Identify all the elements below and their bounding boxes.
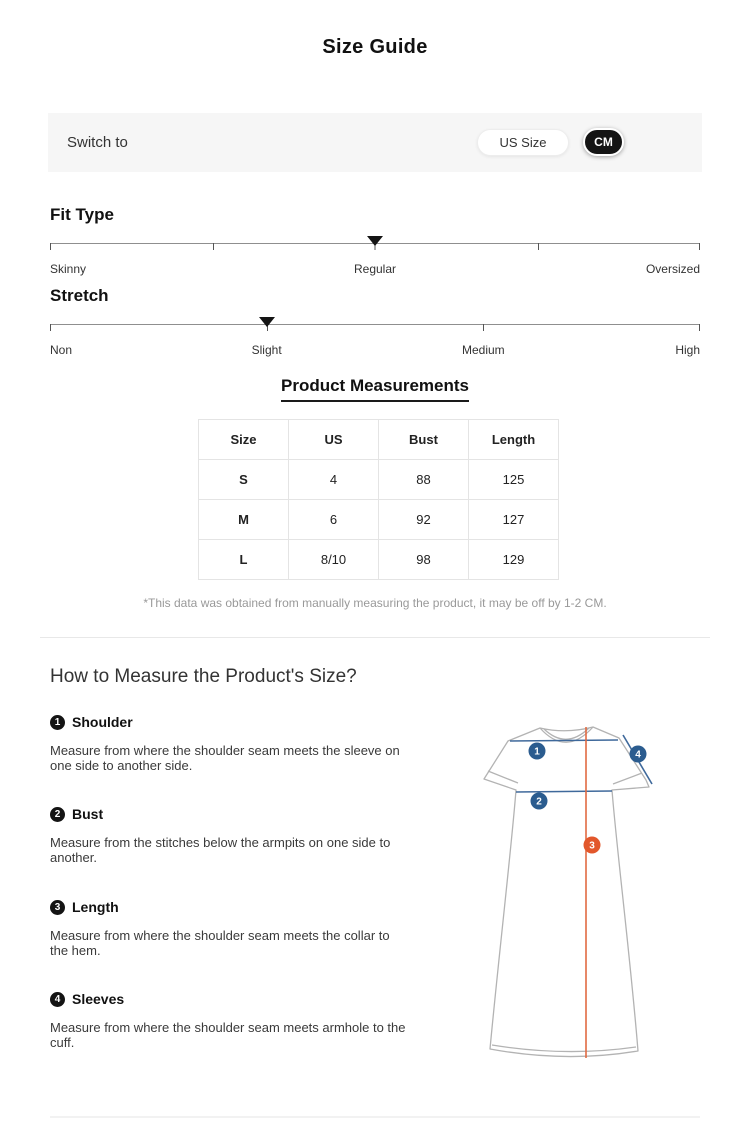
diagram-badge-4-number: 4 [635,749,641,761]
measure-item-desc: Measure from where the shoulder seam meets the collar to the hem. [50,928,390,958]
slider-tick [699,324,700,331]
cell-size: M [199,500,289,540]
fit-label-skinny: Skinny [50,262,87,276]
col-header-length: Length [469,420,559,460]
measurements-table [198,419,559,580]
fit-label-regular: Regular [353,262,397,276]
col-header-bust: Bust [379,420,469,460]
dress-outline [484,727,649,1057]
size-system-button[interactable]: US Size [477,129,569,156]
number-badge-1: 1 [50,715,65,730]
how-to-measure-heading: How to Measure the Product's Size? [50,666,357,687]
col-header-us: US [289,420,379,460]
number-badge-3: 3 [50,900,65,915]
cell-size: S [199,460,289,500]
fit-type-labels [50,262,700,277]
measure-item-label: Length [72,899,119,915]
product-measurements-heading-wrap [0,376,750,402]
shoulder-measure-line [510,740,618,741]
measure-item-length [50,899,406,958]
stretch-label-non: Non [50,343,73,357]
measure-item-desc: Measure from the stitches below the armpits on one side to another. [50,835,391,865]
cell-length: 127 [469,500,559,540]
table-header-row [199,420,559,460]
product-measurements-heading: Product Measurements [281,376,469,402]
diagram-badge-2-number: 2 [536,796,542,808]
stretch-slider [50,324,700,336]
bottom-divider [50,1116,700,1118]
slider-tick [699,243,700,250]
cell-length: 129 [469,540,559,580]
number-badge-2: 2 [50,807,65,822]
cell-us: 8/10 [289,540,379,580]
slider-track [50,324,700,325]
cell-bust: 98 [379,540,469,580]
cell-bust: 92 [379,500,469,540]
measure-item-bust [50,806,406,865]
switch-to-label: Switch to [67,134,128,151]
fit-type-heading: Fit Type [50,205,114,224]
col-header-size: Size [199,420,289,460]
measure-item-label: Sleeves [72,991,125,1007]
page-title: Size Guide [322,36,428,58]
stretch-heading: Stretch [50,286,109,305]
slider-tick [50,243,51,250]
cell-size: L [199,540,289,580]
stretch-label-slight: Slight [251,343,282,357]
diagram-badge-1-number: 1 [534,746,540,758]
switch-bar [48,113,702,172]
measurement-note: *This data was obtained from manually measuring the product, it may be off by 1-2 CM. [143,596,607,610]
cell-us: 4 [289,460,379,500]
table-row [199,460,559,500]
number-badge-4: 4 [50,992,65,1007]
fit-type-slider [50,243,700,255]
measure-item-desc: Measure from where the shoulder seam meets armhole to the cuff. [50,1020,406,1050]
cell-length: 125 [469,460,559,500]
slider-tick [50,324,51,331]
fit-type-marker [367,236,383,246]
bust-measure-line [516,791,612,792]
measure-item-shoulder [50,714,406,773]
fit-label-oversized: Oversized [645,262,700,276]
slider-tick [538,243,539,250]
cell-us: 6 [289,500,379,540]
stretch-label-high: High [675,343,700,357]
stretch-marker [259,317,275,327]
dress-measurement-diagram [460,713,680,1065]
table-row [199,500,559,540]
measure-item-sleeves [50,991,406,1050]
section-divider [40,637,710,638]
cell-bust: 88 [379,460,469,500]
measure-item-label: Shoulder [72,714,133,730]
stretch-labels [50,343,700,358]
unit-toggle-button[interactable]: CM [583,128,624,156]
stretch-label-medium: Medium [461,343,505,357]
slider-tick [483,324,484,331]
diagram-badge-3-number: 3 [589,840,595,852]
slider-tick [213,243,214,250]
table-row [199,540,559,580]
measure-item-label: Bust [72,806,104,822]
measure-item-desc: Measure from where the shoulder seam meets the sleeve on one side to another side. [50,743,400,773]
